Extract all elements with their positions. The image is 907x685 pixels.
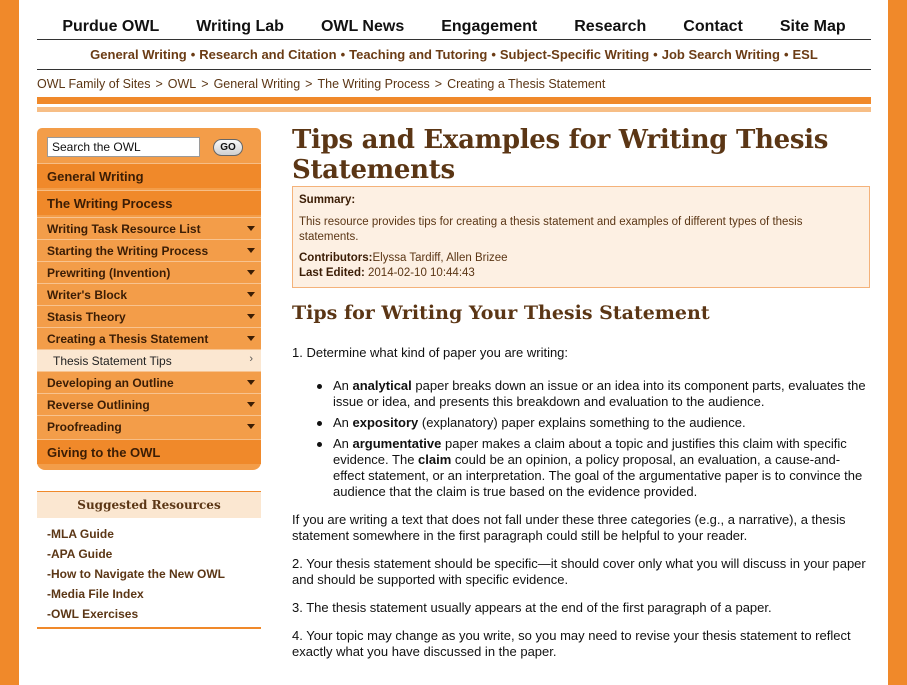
- sidebar-item-thesis-statement-tips[interactable]: [37, 349, 261, 371]
- breadcrumb-owl-family[interactable]: OWL Family of Sites: [37, 77, 151, 91]
- sidebar-item-writers-block[interactable]: [37, 283, 261, 305]
- breadcrumb-writing-process[interactable]: The Writing Process: [317, 77, 430, 91]
- point-2: 2. Your thesis statement should be specific—it should cover only what you will discuss in your paper and should be supported with specific evidence.: [292, 556, 866, 587]
- contributors-value: Elyssa Tardiff, Allen Brizee: [372, 252, 508, 264]
- bullet-text: An: [333, 436, 353, 451]
- sidebar-item-prewriting[interactable]: [37, 261, 261, 283]
- bullet-term: argumentative: [352, 436, 442, 451]
- link-owl-exercises[interactable]: -OWL Exercises: [47, 607, 139, 621]
- separator: •: [190, 47, 196, 62]
- header-divider-bar: [37, 97, 871, 104]
- bullet-term: analytical: [352, 378, 412, 393]
- nav-engagement[interactable]: Engagement: [441, 18, 538, 35]
- nav-owl-news[interactable]: OWL News: [320, 18, 405, 35]
- breadcrumb-owl[interactable]: OWL: [167, 77, 197, 91]
- dropdown-arrow-icon[interactable]: [247, 402, 255, 407]
- subnav-research-citation[interactable]: Research and Citation: [199, 47, 337, 62]
- dropdown-arrow-icon[interactable]: [247, 424, 255, 429]
- suggested-resources-list: [37, 518, 261, 627]
- dropdown-arrow-icon[interactable]: [247, 380, 255, 385]
- left-page-border: [0, 0, 19, 685]
- bullet-text: could be an opinion, a policy proposal, an evaluation, a cause-and-effect statement, or an interpretation. The goal of the argumentative paper is to convince the audience that the claim is true based on the evidence provided.: [333, 452, 863, 499]
- sidebar-item-label: Prewriting (Invention): [47, 265, 171, 280]
- paragraph-other-categories: If you are writing a text that does not fall under these three categories (e.g., a narrative), a thesis statement somewhere in the first paragraph could still be helpful to your reader.: [292, 512, 846, 543]
- sidebar-giving-to-owl[interactable]: Giving to the OWL: [37, 439, 261, 464]
- last-edited-label: Last Edited:: [299, 267, 365, 279]
- breadcrumb-separator: >: [305, 77, 313, 91]
- category-navigation: [37, 40, 871, 70]
- sidebar-item-label: Reverse Outlining: [47, 397, 150, 412]
- nav-purdue-owl[interactable]: Purdue OWL: [62, 18, 160, 35]
- breadcrumb-thesis-statement[interactable]: Creating a Thesis Statement: [447, 77, 606, 91]
- dropdown-arrow-icon[interactable]: [247, 226, 255, 231]
- list-item: [333, 378, 870, 410]
- link-navigate-new-owl[interactable]: -How to Navigate the New OWL: [47, 567, 226, 581]
- suggested-resources-title: Suggested Resources: [37, 492, 261, 518]
- dropdown-arrow-icon[interactable]: [247, 248, 255, 253]
- sidebar-item-label: Developing an Outline: [47, 375, 174, 390]
- sidebar: [37, 128, 261, 629]
- sidebar-item-label: Proofreading: [47, 419, 122, 434]
- section-title: Tips for Writing Your Thesis Statement: [292, 302, 710, 324]
- nav-writing-lab[interactable]: Writing Lab: [196, 18, 284, 35]
- breadcrumb-general-writing[interactable]: General Writing: [213, 77, 301, 91]
- search-input[interactable]: [47, 137, 200, 157]
- search-form: [37, 136, 261, 158]
- chevron-right-icon: ›: [249, 353, 253, 365]
- link-mla-guide[interactable]: -MLA Guide: [47, 527, 114, 541]
- page-wrapper: [37, 0, 871, 685]
- bullet-text: (explanatory) paper explains something to the audience.: [418, 415, 746, 430]
- sidebar-item-label: Writer's Block: [47, 287, 127, 302]
- dropdown-arrow-icon[interactable]: [247, 292, 255, 297]
- breadcrumb-separator: >: [434, 77, 443, 91]
- separator: •: [491, 47, 496, 62]
- link-media-file-index[interactable]: -Media File Index: [47, 587, 144, 601]
- sidebar-item-proofreading[interactable]: [37, 415, 261, 437]
- breadcrumb-separator: >: [155, 77, 163, 91]
- nav-site-map[interactable]: Site Map: [779, 18, 846, 35]
- sidebar-item-writing-task-resource-list[interactable]: [37, 217, 261, 239]
- sidebar-item-label: Starting the Writing Process: [47, 243, 209, 258]
- separator: •: [653, 47, 658, 62]
- sidebar-item-reverse-outlining[interactable]: [37, 393, 261, 415]
- dropdown-arrow-icon[interactable]: [247, 336, 255, 341]
- subnav-esl[interactable]: ESL: [792, 47, 818, 62]
- header-divider-light: [37, 107, 871, 112]
- last-edited-value: 2014-02-10 10:44:43: [368, 267, 475, 279]
- subnav-general-writing[interactable]: General Writing: [90, 47, 187, 62]
- sidebar-item-label: Thesis Statement Tips: [53, 353, 172, 368]
- nav-contact[interactable]: Contact: [683, 18, 743, 35]
- subnav-teaching-tutoring[interactable]: Teaching and Tutoring: [349, 47, 488, 62]
- sidebar-item-starting-writing-process[interactable]: [37, 239, 261, 261]
- page-title: Tips and Examples for Writing Thesis Statements: [292, 125, 829, 185]
- bullet-term: expository: [352, 415, 419, 430]
- point-3: 3. The thesis statement usually appears at the end of the first paragraph of a paper.: [292, 600, 772, 615]
- point-1: 1. Determine what kind of paper you are writing:: [292, 345, 569, 360]
- sidebar-general-writing[interactable]: General Writing: [37, 163, 261, 188]
- separator: •: [783, 47, 789, 62]
- subnav-subject-specific[interactable]: Subject-Specific Writing: [499, 47, 650, 62]
- contributors-label: Contributors:: [299, 252, 373, 264]
- summary-box: [292, 186, 870, 288]
- sidebar-menu: [37, 128, 261, 470]
- point-4: 4. Your topic may change as you write, so you may need to revise your thesis statement to reflect exactly what you have discussed in the paper.: [292, 628, 851, 659]
- sidebar-item-creating-thesis[interactable]: [37, 327, 261, 349]
- bullet-text: An: [333, 378, 353, 393]
- search-go-button[interactable]: GO: [213, 139, 243, 156]
- bullet-text: An: [333, 415, 353, 430]
- sidebar-item-developing-outline[interactable]: [37, 371, 261, 393]
- breadcrumb: [37, 70, 871, 97]
- paper-types-list: [292, 378, 870, 500]
- sidebar-item-label: Writing Task Resource List: [47, 221, 201, 236]
- summary-text: This resource provides tips for creating a thesis statement and examples of different types of thesis statements.: [299, 216, 803, 243]
- main-content: [292, 125, 870, 660]
- nav-research[interactable]: Research: [574, 18, 647, 35]
- link-apa-guide[interactable]: -APA Guide: [47, 547, 113, 561]
- list-item: [333, 415, 870, 431]
- summary-label: Summary:: [299, 194, 356, 206]
- bullet-text: paper breaks down an issue or an idea into its component parts, evaluates the issue or idea, and presents this breakdown and evaluation to the audience.: [333, 378, 866, 409]
- sidebar-item-label: Creating a Thesis Statement: [47, 331, 209, 346]
- sidebar-item-stasis-theory[interactable]: [37, 305, 261, 327]
- breadcrumb-separator: >: [201, 77, 209, 91]
- dropdown-arrow-icon[interactable]: [247, 314, 255, 319]
- suggested-resources: [37, 491, 261, 629]
- list-item: [333, 436, 870, 500]
- bullet-term: claim: [418, 452, 452, 467]
- subnav-job-search[interactable]: Job Search Writing: [661, 47, 780, 62]
- separator: •: [340, 47, 346, 62]
- right-page-border: [888, 0, 907, 685]
- top-navigation: [37, 0, 871, 40]
- sidebar-writing-process[interactable]: The Writing Process: [37, 190, 261, 215]
- bullet-text: paper makes a claim about a topic and justifies this claim with specific evidence. The: [333, 436, 847, 467]
- dropdown-arrow-icon[interactable]: [247, 270, 255, 275]
- sidebar-item-label: Stasis Theory: [47, 309, 126, 324]
